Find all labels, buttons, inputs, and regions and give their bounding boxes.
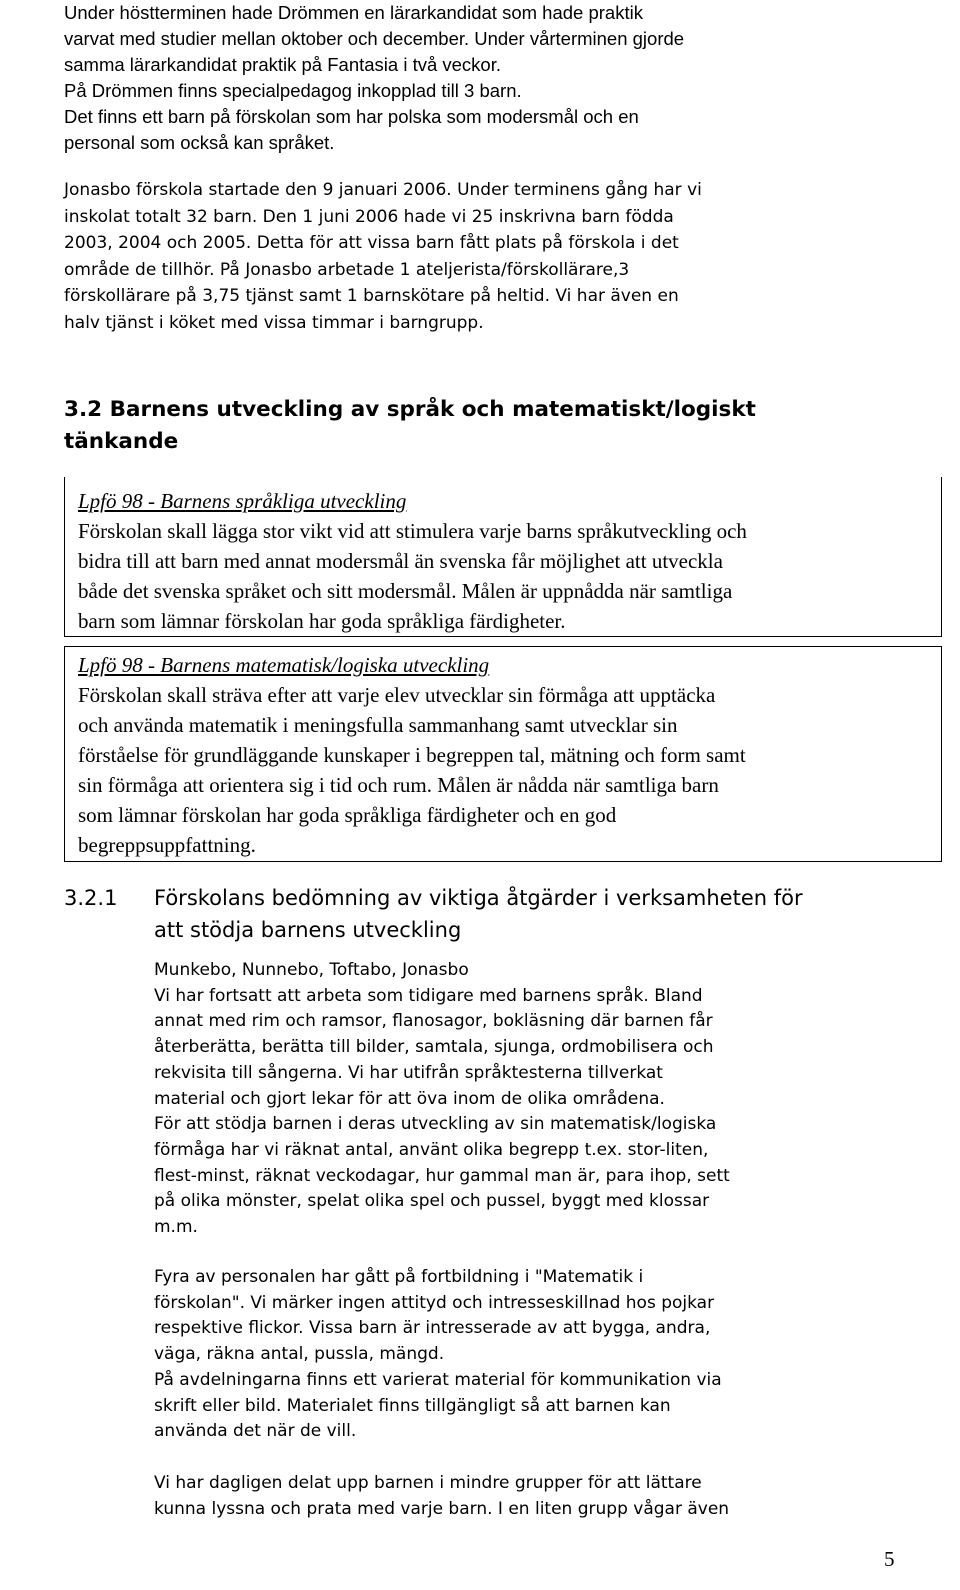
text-line: både det svenska språket och sitt modersmål. Målen är uppnådda när samtliga xyxy=(78,579,733,603)
text-line: skrift eller bild. Materialet finns tillgängligt så att barnen kan xyxy=(154,1395,671,1416)
section-number-3-2-1: 3.2.1 xyxy=(64,886,118,910)
text-line: förmåga har vi räknat antal, använt olika begrepp t.ex. stor-liten, xyxy=(154,1139,709,1160)
text-line: På avdelningarna finns ett varierat material för kommunikation via xyxy=(154,1369,722,1390)
box-title: Lpfö 98 - Barnens språkliga utveckling xyxy=(78,489,407,513)
text-line: m.m. xyxy=(154,1217,198,1238)
groups-paragraph xyxy=(154,1471,944,1522)
text-line: personal som också kan språket. xyxy=(64,132,335,153)
text-line: bidra till att barn med annat modersmål än svenska får möjlighet att utveckla xyxy=(78,549,723,573)
heading-line: att stödja barnens utveckling xyxy=(154,918,462,942)
section-heading-3-2-1 xyxy=(154,882,934,946)
text-line: återberätta, berätta till bilder, samtala, sjunga, ordmobilisera och xyxy=(154,1037,714,1058)
box-title: Lpfö 98 - Barnens matematisk/logiska utveckling xyxy=(78,653,490,677)
text-line: annat med rim och ramsor, flanosagor, bokläsning där barnen får xyxy=(154,1011,713,1032)
text-line: Det finns ett barn på förskolan som har polska som modersmål och en xyxy=(64,106,639,127)
heading-line: Förskolans bedömning av viktiga åtgärder i verksamheten för xyxy=(154,886,803,910)
page-number: 5 xyxy=(884,1547,895,1571)
units-paragraph xyxy=(154,958,944,1241)
text-line: förskollärare på 3,75 tjänst samt 1 barnskötare på heltid. Vi har även en xyxy=(64,286,679,306)
text-line: väga, räkna antal, pussla, mängd. xyxy=(154,1344,445,1365)
text-line: material och gjort lekar för att öva inom de olika områdena. xyxy=(154,1088,665,1109)
text-line: 2003, 2004 och 2005. Detta för att vissa barn fått plats på förskola i det xyxy=(64,233,679,253)
intro-paragraph xyxy=(64,0,904,156)
curriculum-box-language xyxy=(64,477,942,637)
text-line: På Drömmen finns specialpedagog inkopplad till 3 barn. xyxy=(64,80,522,101)
text-line: Under höstterminen hade Drömmen en lärarkandidat som hade praktik xyxy=(64,2,643,23)
text-line: som lämnar förskolan har goda språkliga färdigheter och en god xyxy=(78,803,617,827)
text-line: Vi har dagligen delat upp barnen i mindre grupper för att lättare xyxy=(154,1473,702,1493)
text-line: förståelse för grundläggande kunskaper i begreppen tal, mätning och form samt xyxy=(78,743,746,767)
text-line: kunna lyssna och prata med varje barn. I en liten grupp vågar även xyxy=(154,1498,730,1519)
text-line: sin förmåga att orientera sig i tid och rum. Målen är nådda när samtliga barn xyxy=(78,773,719,797)
text-line: rekvisita till sångerna. Vi har utifrån språktesterna tillverkat xyxy=(154,1062,663,1083)
text-line: För att stödja barnen i deras utveckling av sin matematisk/logiska xyxy=(154,1114,717,1135)
text-line: Förskolan skall sträva efter att varje elev utvecklar sin förmåga att upptäcka xyxy=(78,683,716,707)
section-heading-3-2 xyxy=(64,394,924,458)
text-line: område de tillhör. På Jonasbo arbetade 1 ateljerista/förskollärare,3 xyxy=(64,259,630,280)
text-line: barn som lämnar förskolan har goda språkliga färdigheter. xyxy=(78,609,566,633)
text-line: respektive flickor. Vissa barn är intresserade av att bygga, andra, xyxy=(154,1318,711,1339)
training-paragraph xyxy=(154,1265,944,1445)
curriculum-box-math xyxy=(64,646,942,862)
text-line: inskolat totalt 32 barn. Den 1 juni 2006 hade vi 25 inskrivna barn födda xyxy=(64,206,674,227)
text-line: begreppsuppfattning. xyxy=(78,833,256,857)
text-line: på olika mönster, spelat olika spel och pussel, byggt med klossar xyxy=(154,1191,710,1212)
text-line: flest-minst, räknat veckodagar, hur gammal man är, para ihop, sett xyxy=(154,1165,730,1186)
text-line: använda det när de vill. xyxy=(154,1421,357,1442)
text-line: Munkebo, Nunnebo, Toftabo, Jonasbo xyxy=(154,960,469,980)
text-line: samma lärarkandidat praktik på Fantasia i två veckor. xyxy=(64,54,501,75)
text-line: Fyra av personalen har gått på fortbildning i "Matematik i xyxy=(154,1267,644,1287)
text-line: och använda matematik i meningsfulla sammanhang samt utvecklar sin xyxy=(78,713,678,737)
text-line: varvat med studier mellan oktober och december. Under vårterminen gjorde xyxy=(64,28,685,49)
jonasbo-paragraph xyxy=(64,177,904,336)
text-line: Förskolan skall lägga stor vikt vid att stimulera varje barns språkutveckling och xyxy=(78,519,747,543)
text-line: halv tjänst i köket med vissa timmar i barngrupp. xyxy=(64,312,484,333)
text-line: Jonasbo förskola startade den 9 januari 2006. Under terminens gång har vi xyxy=(64,180,702,200)
text-line: förskolan". Vi märker ingen attityd och intresseskillnad hos pojkar xyxy=(154,1292,715,1313)
heading-line: tänkande xyxy=(64,429,179,454)
heading-line: 3.2 Barnens utveckling av språk och matematiskt/logiskt xyxy=(64,397,756,422)
text-line: Vi har fortsatt att arbeta som tidigare med barnens språk. Bland xyxy=(154,985,703,1006)
